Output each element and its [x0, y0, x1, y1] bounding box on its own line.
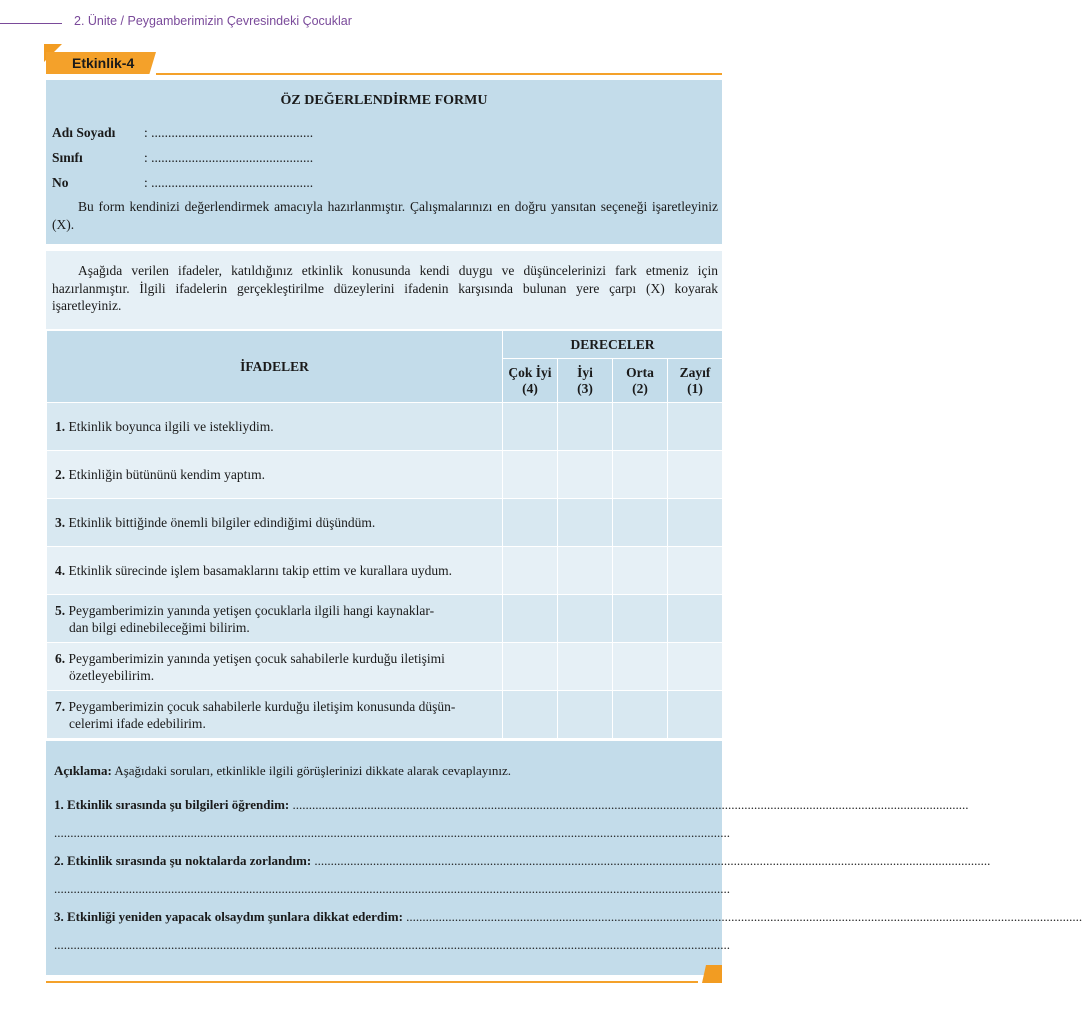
rating-cell[interactable] — [613, 547, 668, 595]
rating-cell[interactable] — [558, 499, 613, 547]
statement-continuation: özetleyebilirim. — [69, 667, 155, 683]
answer-blank: ................................................................................................................................................................................................................ — [292, 797, 969, 812]
statement-number: 2. — [55, 467, 66, 482]
table-row — [47, 595, 723, 643]
level-score: (4) — [522, 380, 538, 396]
statement-cell — [47, 499, 503, 547]
number-label: No — [52, 175, 69, 190]
level-header — [558, 359, 613, 403]
statement-text: Peygamberimizin çocuk sahabilerle kurduğu iletişim konusunda düşün- — [68, 698, 456, 714]
rating-cell[interactable] — [558, 403, 613, 451]
class-field[interactable] — [52, 150, 313, 166]
name-field[interactable] — [52, 125, 313, 141]
rating-cell[interactable] — [668, 691, 723, 739]
statement-number: 6. — [55, 650, 66, 666]
table-row — [47, 499, 723, 547]
table-row — [47, 451, 723, 499]
rating-cell[interactable] — [503, 403, 558, 451]
statement-text: Etkinliğin bütününü kendim yaptım. — [68, 467, 265, 482]
rating-cell[interactable] — [503, 595, 558, 643]
statement-cell — [47, 547, 503, 595]
rating-cell[interactable] — [558, 691, 613, 739]
instructions-text: Aşağıda verilen ifadeler, katıldığınız etkinlik konusunda kendi duygu ve düşüncelerinizi fark etmeniz için hazırlanmıştır. İlgili ifadelerin gerçekleştirilme düzeylerini ifadenin karşısında bulunan yere çarpı (X) koyarak işaretleyiniz. — [52, 263, 718, 313]
rating-cell[interactable] — [503, 451, 558, 499]
name-blank: : ................................................ — [144, 125, 314, 140]
form-title: ÖZ DEĞERLENDİRME FORMU — [280, 93, 488, 108]
level-header — [503, 359, 558, 403]
question-text: 1. Etkinlik sırasında şu bilgileri öğrendim: — [54, 797, 290, 812]
form-info-panel — [46, 80, 722, 244]
question-text: 2. Etkinlik sırasında şu noktalarda zorlandım: — [54, 853, 312, 868]
rating-cell[interactable] — [613, 595, 668, 643]
answer-line[interactable]: ................................................................................................................................................................................................................ — [54, 937, 730, 952]
class-blank: : ................................................ — [144, 150, 314, 165]
question-text: 3. Etkinliği yeniden yapacak olsaydım şunlara dikkat ederdim: — [54, 909, 403, 924]
statement-number: 7. — [55, 698, 66, 714]
answer-blank: ................................................................................................................................................................................................................ — [406, 909, 1082, 924]
rating-cell[interactable] — [613, 691, 668, 739]
rating-cell[interactable] — [503, 643, 558, 691]
statement-cell — [47, 403, 503, 451]
statement-text: Etkinlik boyunca ilgili ve istekliydim. — [68, 419, 274, 434]
explanation-text — [54, 763, 511, 779]
statement-cell — [47, 595, 503, 643]
rating-cell[interactable] — [613, 451, 668, 499]
number-field[interactable] — [52, 175, 313, 191]
statement-continuation: dan bilgi edinebileceğimi bilirim. — [69, 619, 250, 635]
level-score: (3) — [577, 380, 593, 396]
statement-cell — [47, 451, 503, 499]
explanation-panel — [46, 741, 1082, 975]
statement-text: Peygamberimizin yanında yetişen çocuk sahabilerle kurduğu iletişimi — [68, 650, 445, 666]
statement-cell — [47, 643, 503, 691]
table-row — [47, 547, 723, 595]
statement-text: Etkinlik bittiğinde önemli bilgiler edindiğimi düşündüm. — [68, 515, 376, 530]
rating-cell[interactable] — [558, 595, 613, 643]
answer-line[interactable]: ................................................................................................................................................................................................................ — [54, 825, 730, 840]
name-label: Adı Soyadı — [52, 125, 116, 140]
self-assessment-table — [46, 330, 723, 739]
form-intro: Bu form kendinizi değerlendirmek amacıyla hazırlanmıştır. Çalışmalarınızı en doğru yansıtan seçeneği işaretleyiniz (X). — [52, 199, 718, 232]
grades-header: DERECELER — [503, 331, 723, 359]
instructions-panel — [46, 251, 722, 329]
question-3[interactable] — [54, 909, 1082, 925]
rating-cell[interactable] — [668, 643, 723, 691]
statement-text: Peygamberimizin yanında yetişen çocuklarla ilgili hangi kaynaklar- — [68, 602, 435, 618]
question-2[interactable] — [54, 853, 991, 869]
level-header — [668, 359, 723, 403]
table-row — [47, 403, 723, 451]
statement-continuation: celerimi ifade edebilirim. — [69, 715, 206, 731]
rating-cell[interactable] — [558, 547, 613, 595]
level-name: Çok İyi — [508, 364, 552, 380]
table-row — [47, 643, 723, 691]
activity-label: Etkinlik-4 — [72, 55, 135, 71]
rating-cell[interactable] — [668, 403, 723, 451]
answer-line[interactable]: ................................................................................................................................................................................................................ — [54, 881, 730, 896]
rating-cell[interactable] — [558, 643, 613, 691]
rating-cell[interactable] — [613, 643, 668, 691]
rating-cell[interactable] — [613, 403, 668, 451]
number-blank: : ................................................ — [144, 175, 314, 190]
header-rule — [0, 23, 62, 24]
footer-rule — [46, 981, 698, 983]
rating-cell[interactable] — [668, 499, 723, 547]
rating-cell[interactable] — [503, 547, 558, 595]
level-header — [613, 359, 668, 403]
activity-rule — [156, 73, 722, 75]
rating-cell[interactable] — [668, 451, 723, 499]
rating-cell[interactable] — [668, 595, 723, 643]
rating-cell[interactable] — [503, 691, 558, 739]
statement-number: 3. — [55, 515, 66, 530]
explanation-body: Aşağıdaki soruları, etkinlikle ilgili görüşlerinizi dikkate alarak cevaplayınız. — [111, 763, 512, 778]
level-name: Orta — [626, 364, 654, 380]
rating-cell[interactable] — [558, 451, 613, 499]
statement-number: 4. — [55, 563, 66, 578]
statement-number: 1. — [55, 419, 66, 434]
answer-blank: ................................................................................................................................................................................................................ — [314, 853, 991, 868]
breadcrumb: 2. Ünite / Peygamberimizin Çevresindeki Çocuklar — [74, 14, 352, 28]
level-name: Zayıf — [679, 364, 711, 380]
explanation-label: Açıklama: — [54, 763, 112, 778]
level-score: (2) — [632, 380, 648, 396]
table-row — [47, 691, 723, 739]
statements-header: İFADELER — [47, 331, 503, 403]
rating-cell[interactable] — [613, 499, 668, 547]
class-label: Sınıfı — [52, 150, 83, 165]
level-score: (1) — [687, 380, 703, 396]
level-name: İyi — [577, 364, 593, 380]
rating-cell[interactable] — [503, 499, 558, 547]
question-1[interactable] — [54, 797, 969, 813]
statement-text: Etkinlik sürecinde işlem basamaklarını takip ettim ve kurallara uydum. — [68, 563, 453, 578]
statement-number: 5. — [55, 602, 66, 618]
statement-cell — [47, 691, 503, 739]
rating-cell[interactable] — [668, 547, 723, 595]
